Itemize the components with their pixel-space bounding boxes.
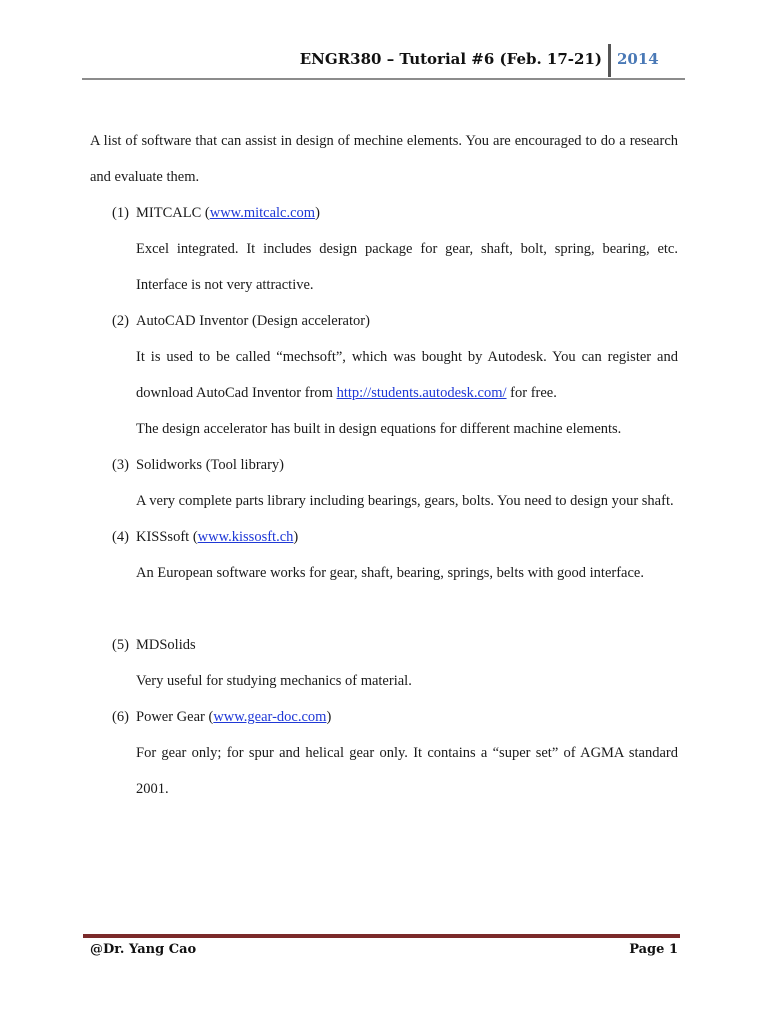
description-text: It is used to be called “mechsoft”, which was bought by Autodesk. You can register and download AutoCad Inventor from	[136, 349, 678, 401]
list-item-power-gear	[90, 699, 678, 807]
list-item-kisssoft	[90, 519, 678, 591]
intro-paragraph: A list of software that can assist in design of mechine elements. You are encouraged to do a research and evaluate them.	[90, 133, 678, 185]
gear-doc-link[interactable]: www.gear-doc.com	[213, 709, 327, 725]
description-text: for free.	[510, 385, 557, 401]
footer-author: @Dr. Yang Cao	[90, 942, 197, 957]
document-body	[90, 123, 678, 807]
header-year: 2014	[617, 50, 659, 68]
item-number: (1)	[112, 205, 129, 221]
item-description: A very complete parts library including bearings, gears, bolts. You need to design your shaft.	[136, 493, 674, 509]
item-name: MITCALC	[136, 205, 202, 221]
item-name: KISSsoft	[136, 529, 190, 545]
mitcalc-link[interactable]: www.mitcalc.com	[209, 205, 316, 221]
item-number: (5)	[112, 637, 129, 653]
blank-line	[90, 591, 678, 627]
list-item-mitcalc	[90, 195, 678, 303]
item-description: An European software works for gear, shaft, bearing, springs, belts with good interface.	[136, 565, 644, 581]
item-description: For gear only; for spur and helical gear only. It contains a “super set” of AGMA standard 2001.	[136, 745, 678, 797]
item-number: (3)	[112, 457, 129, 473]
item-heading: (4) KISSsoft (www.kissosft.ch)	[90, 519, 678, 555]
list-item-solidworks	[90, 447, 678, 519]
item-heading: (6) Power Gear (www.gear-doc.com)	[90, 699, 678, 735]
item-description: Very useful for studying mechanics of material.	[136, 673, 412, 689]
list-item-autocad-inventor	[90, 303, 678, 447]
item-name: Power Gear	[136, 709, 205, 725]
item-heading: (1) MITCALC (www.mitcalc.com)	[90, 195, 678, 231]
item-heading	[90, 627, 678, 663]
item-number: (2)	[112, 313, 129, 329]
header-rule	[82, 78, 685, 80]
list-item-mdsolids	[90, 627, 678, 699]
item-heading	[90, 303, 678, 339]
item-name: MDSolids	[136, 637, 196, 653]
item-name: AutoCAD Inventor (Design accelerator)	[136, 313, 370, 329]
header-separator	[608, 44, 611, 77]
item-heading	[90, 447, 678, 483]
header-title: ENGR380 – Tutorial #6 (Feb. 17-21)	[299, 50, 602, 68]
footer-page-number: Page 1	[629, 942, 678, 957]
item-description-2: The design accelerator has built in design equations for different machine elements.	[136, 421, 622, 437]
kisssoft-link[interactable]: www.kissosft.ch	[197, 529, 294, 545]
item-name: Solidworks (Tool library)	[136, 457, 284, 473]
footer-rule	[83, 934, 680, 938]
item-description	[90, 339, 678, 411]
item-number: (6)	[112, 709, 129, 725]
autodesk-students-link[interactable]: http://students.autodesk.com/	[336, 385, 507, 401]
item-description: Excel integrated. It includes design package for gear, shaft, bolt, spring, bearing, etc. Interface is not very attractive.	[136, 241, 678, 293]
page-header	[82, 44, 685, 80]
item-number: (4)	[112, 529, 129, 545]
